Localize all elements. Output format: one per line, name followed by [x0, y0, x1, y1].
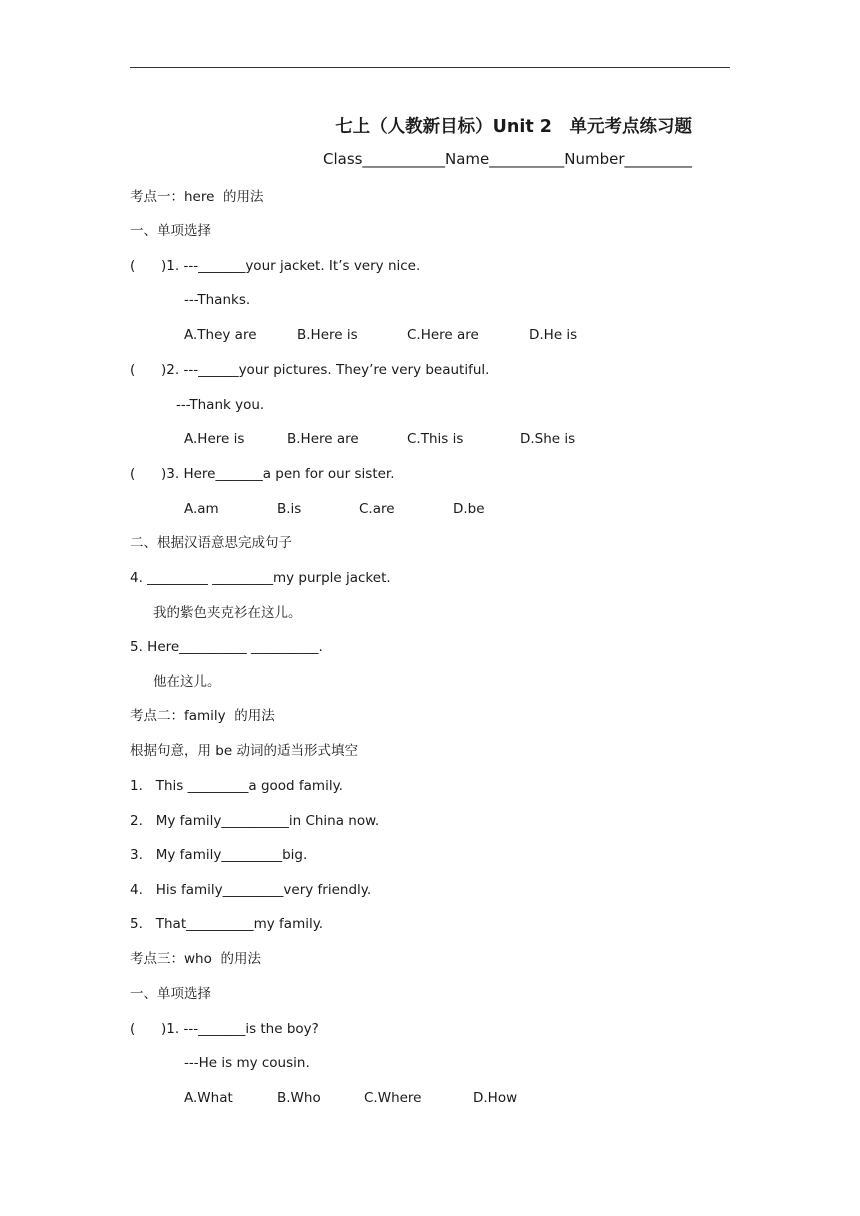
question-stem: 4. _________ _________my purple jacket. — [130, 570, 391, 586]
question-reply: ---He is my cousin. — [184, 1055, 310, 1071]
part-heading-choice: 一、单项选择 — [130, 986, 211, 1002]
question-stem: ( )2. ---______your pictures. They’re very beautiful. — [130, 362, 490, 378]
question-reply: ---Thank you. — [176, 397, 265, 413]
header-rule — [130, 67, 730, 68]
page-title: 七上（人教新目标）Unit 2 单元考点练习题 — [335, 117, 692, 137]
fill-item: 3. My family_________big. — [130, 847, 308, 863]
option-a: A.Here is — [184, 431, 245, 447]
option-b: B.Here are — [287, 431, 359, 447]
option-d: D.be — [453, 501, 485, 517]
question-stem: 5. Here__________ __________. — [130, 639, 323, 655]
question-stem: ( )3. Here_______a pen for our sister. — [130, 466, 395, 482]
option-c: C.are — [359, 501, 395, 517]
section-heading-here: 考点一：here 的用法 — [130, 189, 264, 205]
question-stem: ( )1. ---_______your jacket. It’s very nice. — [130, 258, 421, 274]
section-heading-family: 考点二：family 的用法 — [130, 708, 275, 724]
question-stem: ( )1. ---_______is the boy? — [130, 1021, 319, 1037]
section-instruction: 根据句意，用 be 动词的适当形式填空 — [130, 743, 358, 759]
question-hint: 他在这儿。 — [153, 674, 221, 690]
part-heading-complete: 二、根据汉语意思完成句子 — [130, 535, 292, 551]
question-hint: 我的紫色夹克衫在这儿。 — [153, 605, 302, 621]
option-b: B.Here is — [297, 327, 358, 343]
option-b: B.is — [277, 501, 302, 517]
option-a: A.am — [184, 501, 219, 517]
option-c: C.Here are — [407, 327, 479, 343]
option-d: D.She is — [520, 431, 576, 447]
option-a: A.What — [184, 1090, 233, 1106]
section-heading-who: 考点三：who 的用法 — [130, 951, 261, 967]
option-c: C.This is — [407, 431, 464, 447]
option-d: D.He is — [529, 327, 578, 343]
option-d: D.How — [473, 1090, 518, 1106]
fill-item: 1. This _________a good family. — [130, 778, 343, 794]
fill-item: 2. My family__________in China now. — [130, 813, 380, 829]
fill-item: 4. His family_________very friendly. — [130, 882, 372, 898]
student-info-line: Class___________Name__________Number_________ — [323, 150, 692, 168]
part-heading-choice: 一、单项选择 — [130, 223, 211, 239]
option-b: B.Who — [277, 1090, 321, 1106]
option-c: C.Where — [364, 1090, 422, 1106]
option-a: A.They are — [184, 327, 257, 343]
fill-item: 5. That__________my family. — [130, 916, 324, 932]
question-reply: ---Thanks. — [184, 292, 251, 308]
